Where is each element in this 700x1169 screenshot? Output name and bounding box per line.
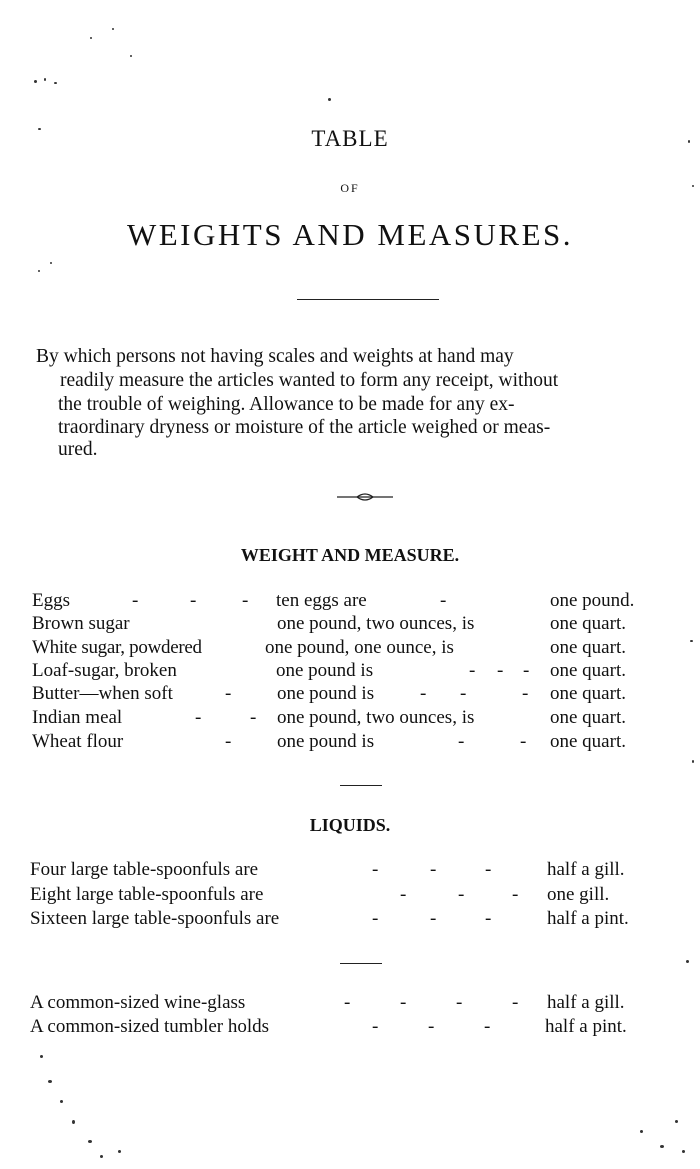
heading-table: TABLE xyxy=(311,126,389,151)
leader: - xyxy=(250,707,257,728)
row-equals: one quart. xyxy=(550,731,626,752)
row-item: Eggs xyxy=(32,590,70,611)
leader: - xyxy=(440,590,447,611)
row-equals: half a gill. xyxy=(547,859,625,880)
page-title: WEIGHTS AND MEASURES. xyxy=(126,217,574,252)
table-row xyxy=(0,1016,700,1040)
leader: - xyxy=(420,683,427,704)
leader: - xyxy=(195,707,202,728)
intro-line-3: the trouble of weighing. Allowance to be made for any ex- xyxy=(58,394,515,415)
row-equals: one quart. xyxy=(550,613,626,634)
leader: - xyxy=(523,660,530,681)
table-row xyxy=(0,613,700,637)
leader: - xyxy=(225,683,232,704)
leader: - xyxy=(497,660,504,681)
leader: - xyxy=(430,859,437,880)
table-row xyxy=(0,859,700,883)
row-equals: one pound. xyxy=(550,590,635,611)
leader: - xyxy=(522,683,529,704)
table-row xyxy=(0,660,700,684)
row-quantity: one pound, one ounce, is xyxy=(265,637,454,658)
row-equals: one quart. xyxy=(550,660,626,681)
leader: - xyxy=(400,992,407,1013)
table-row xyxy=(0,707,700,731)
table-row xyxy=(0,884,700,908)
table-row xyxy=(0,637,700,661)
leader: - xyxy=(225,731,232,752)
intro-line-1: By which persons not having scales and weights at hand may xyxy=(36,346,514,367)
leader: - xyxy=(456,992,463,1013)
row-equals: half a gill. xyxy=(547,992,625,1013)
row-quantity: one pound, two ounces, is xyxy=(277,707,475,728)
row-item: White sugar, powdered xyxy=(32,637,202,658)
row-equals: half a pint. xyxy=(545,1016,627,1037)
leader: - xyxy=(512,884,519,905)
leader: - xyxy=(400,884,407,905)
row-equals: one quart. xyxy=(550,637,626,658)
leader: - xyxy=(428,1016,435,1037)
leader: - xyxy=(458,884,465,905)
leader: - xyxy=(372,859,379,880)
intro-line-5: ured. xyxy=(58,439,98,460)
row-item: Indian meal xyxy=(32,707,123,728)
row-item: Eight large table-spoonfuls are xyxy=(30,884,264,905)
ornament-divider xyxy=(335,490,395,504)
leader: - xyxy=(372,908,379,929)
row-quantity: one pound is xyxy=(277,731,375,752)
liquids-section-title: LIQUIDS. xyxy=(309,815,391,835)
weight-section-title: WEIGHT AND MEASURE. xyxy=(240,545,460,565)
row-equals: one quart. xyxy=(550,707,626,728)
row-item: Brown sugar xyxy=(32,613,130,634)
row-item: Wheat flour xyxy=(32,731,124,752)
row-item: A common-sized wine-glass xyxy=(30,992,246,1013)
leader: - xyxy=(132,590,139,611)
leader: - xyxy=(190,590,197,611)
table-row xyxy=(0,590,700,614)
leader: - xyxy=(469,660,476,681)
row-item: Four large table-spoonfuls are xyxy=(30,859,259,880)
intro-line-4: traordinary dryness or moisture of the article weighed or meas- xyxy=(58,417,551,438)
leader: - xyxy=(242,590,249,611)
leader: - xyxy=(520,731,527,752)
leader: - xyxy=(484,1016,491,1037)
row-item: Butter—when soft xyxy=(32,683,173,704)
table-row xyxy=(0,731,700,755)
row-quantity: one pound is xyxy=(277,683,375,704)
row-item: Sixteen large table-spoonfuls are xyxy=(30,908,280,929)
leader: - xyxy=(344,992,351,1013)
table-row xyxy=(0,683,700,707)
section-rule xyxy=(340,785,382,786)
liquids-rule xyxy=(340,963,382,964)
row-quantity: one pound is xyxy=(276,660,374,681)
row-item: Loaf-sugar, broken xyxy=(32,660,177,681)
row-item: A common-sized tumbler holds xyxy=(30,1016,270,1037)
leader: - xyxy=(485,859,492,880)
heading-of: OF xyxy=(340,181,360,195)
table-row xyxy=(0,908,700,932)
leader: - xyxy=(512,992,519,1013)
leader: - xyxy=(372,1016,379,1037)
row-equals: one quart. xyxy=(550,683,626,704)
table-row xyxy=(0,992,700,1016)
leader: - xyxy=(485,908,492,929)
leader: - xyxy=(430,908,437,929)
row-quantity: ten eggs are xyxy=(276,590,367,611)
row-quantity: one pound, two ounces, is xyxy=(277,613,475,634)
leader: - xyxy=(460,683,467,704)
title-rule xyxy=(297,299,439,300)
leader: - xyxy=(458,731,465,752)
row-equals: one gill. xyxy=(547,884,610,905)
intro-line-2: readily measure the articles wanted to form any receipt, without xyxy=(60,370,559,391)
row-equals: half a pint. xyxy=(547,908,629,929)
